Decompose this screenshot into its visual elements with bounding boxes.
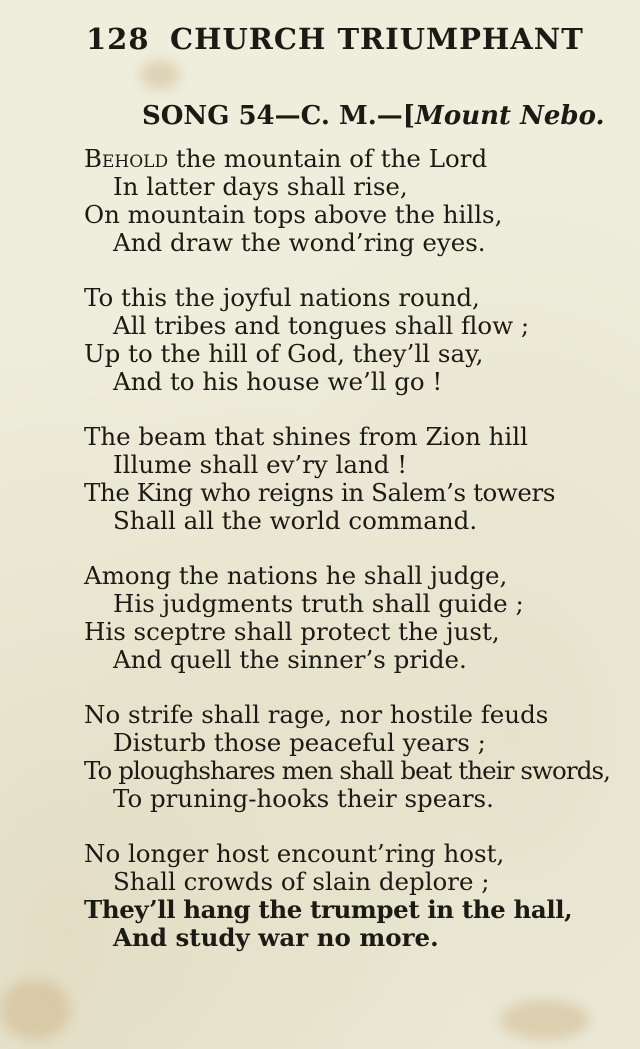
verse-6	[84, 840, 636, 952]
tune-name: Mount Nebo.	[415, 101, 605, 131]
verse-line: Disturb those peaceful years ;	[113, 728, 486, 757]
hymn-text	[84, 145, 636, 979]
verse-line: They’ll hang the trumpet in the hall,	[84, 895, 573, 924]
verse-line: All tribes and tongues shall flow ;	[113, 311, 530, 340]
verse-line: Among the nations he shall judge,	[84, 561, 508, 590]
song-title	[142, 101, 605, 131]
page-header	[86, 22, 584, 56]
verse-line: And quell the sinner’s pride.	[113, 645, 467, 674]
verse-line: And draw the wond’ring eyes.	[113, 228, 486, 257]
page-stain	[140, 60, 180, 90]
verse-line: His judgments truth shall guide ;	[113, 589, 524, 618]
verse-line: His sceptre shall protect the just,	[84, 617, 500, 646]
verse-line: To this the joyful nations round,	[84, 283, 480, 312]
verse-line: No strife shall rage, nor hostile feuds	[84, 700, 549, 729]
verse-line: And to his house we’ll go !	[113, 367, 443, 396]
verse-1	[84, 145, 636, 257]
verse-line: Shall all the world command.	[113, 506, 478, 535]
verse-line: Shall crowds of slain deplore ;	[113, 867, 490, 896]
verse-2	[84, 284, 636, 396]
page-stain	[0, 980, 70, 1040]
page-number: 128	[86, 22, 150, 56]
verse-line: And study war no more.	[113, 923, 439, 952]
verse-line: To ploughshares men shall beat their swords,	[84, 756, 611, 785]
verse-line: The beam that shines from Zion hill	[84, 422, 528, 451]
verse-5	[84, 701, 636, 813]
page-stain	[500, 1000, 590, 1040]
verse-line: No longer host encount’ring host,	[84, 839, 505, 868]
first-word: Behold	[84, 144, 169, 173]
song-label: SONG 54—C. M.—[	[142, 101, 416, 131]
verse-line: Illume shall ev’ry land !	[113, 450, 408, 479]
verse-line: To pruning-hooks their spears.	[113, 784, 494, 813]
running-title: CHURCH TRIUMPHANT	[170, 22, 584, 56]
verse-line: In latter days shall rise,	[113, 172, 408, 201]
verse-3	[84, 423, 636, 535]
verse-4	[84, 562, 636, 674]
verse-line: On mountain tops above the hills,	[84, 200, 503, 229]
verse-line: Up to the hill of God, they’ll say,	[84, 339, 484, 368]
verse-line: The King who reigns in Salem’s towers	[84, 478, 556, 507]
verse-line: Behold the mountain of the Lord	[84, 144, 488, 173]
